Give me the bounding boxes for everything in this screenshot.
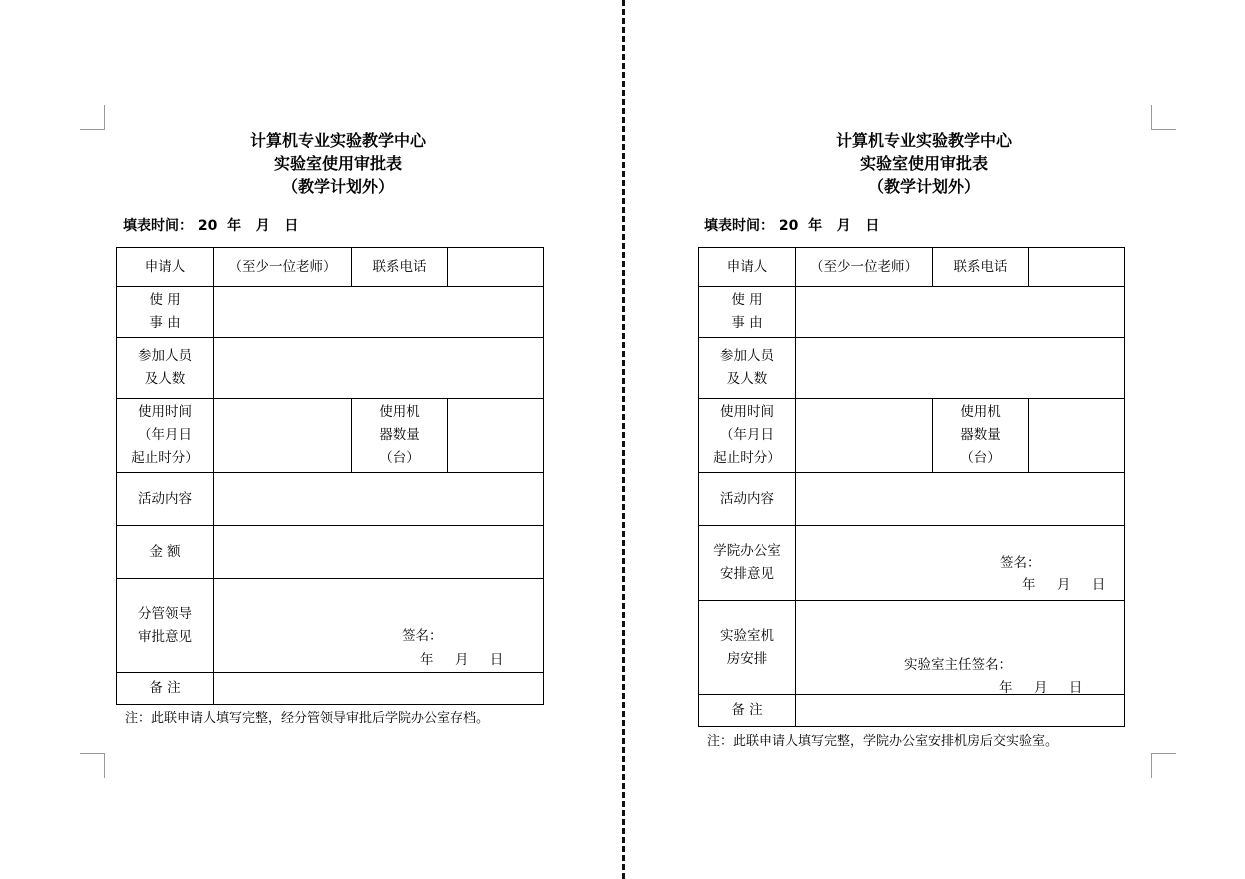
phone-label: 联系电话 <box>933 248 1029 287</box>
machines-field[interactable] <box>448 399 544 473</box>
machines-field[interactable] <box>1029 399 1125 473</box>
time-field[interactable] <box>796 399 933 473</box>
left-form-note: 注：此联申请人填写完整，经分管领导审批后学院办公室存档。 <box>125 711 490 726</box>
remark-field[interactable] <box>796 695 1125 727</box>
amount-field[interactable] <box>214 526 544 579</box>
remark-label: 备 注 <box>117 673 214 705</box>
time-label: 使用时间 （年月日 起止时分） <box>699 399 796 473</box>
form-title-line2: 实验室使用审批表 <box>859 154 988 173</box>
reason-label: 使 用 事 由 <box>699 287 796 338</box>
office-opinion-label: 学院办公室 安排意见 <box>699 526 796 601</box>
reason-label: 使 用 事 由 <box>117 287 214 338</box>
phone-field[interactable] <box>448 248 544 287</box>
director-signature-date: 年 月 日 <box>999 680 1083 696</box>
lab-room-label: 实验室机 房安排 <box>699 601 796 695</box>
crop-mark-bottom-right <box>1151 753 1176 778</box>
reason-field[interactable] <box>796 287 1125 338</box>
lab-room-field[interactable] <box>796 601 1125 695</box>
applicant-hint: （至少一位老师） <box>796 248 933 287</box>
machines-label: 使用机 器数量 （台） <box>352 399 448 473</box>
form-title-line1: 计算机专业实验教学中心 <box>249 131 426 150</box>
fill-time: 填表时间： 20 年 月 日 <box>123 218 299 234</box>
leader-approval-label: 分管领导 审批意见 <box>117 579 214 673</box>
form-title-line1: 计算机专业实验教学中心 <box>835 131 1012 150</box>
form-title-line2: 实验室使用审批表 <box>273 154 402 173</box>
director-signature-label: 实验室主任签名： <box>904 657 1012 673</box>
remark-field[interactable] <box>214 673 544 705</box>
left-approval-table <box>116 247 544 705</box>
participants-label: 参加人员 及人数 <box>117 338 214 399</box>
crop-mark-top-left <box>80 105 105 130</box>
amount-label: 金 额 <box>117 526 214 579</box>
applicant-label: 申请人 <box>117 248 214 287</box>
signature-label: 签名： <box>402 628 443 644</box>
applicant-hint: （至少一位老师） <box>214 248 352 287</box>
right-approval-table <box>698 247 1125 727</box>
form-title-line3: （教学计划外） <box>281 177 394 196</box>
form-title-line3: （教学计划外） <box>867 177 980 196</box>
phone-label: 联系电话 <box>352 248 448 287</box>
content-label: 活动内容 <box>117 473 214 526</box>
machines-label: 使用机 器数量 （台） <box>933 399 1029 473</box>
signature-date: 年 月 日 <box>420 652 504 668</box>
cut-line <box>622 0 625 879</box>
fill-time: 填表时间： 20 年 月 日 <box>704 218 880 234</box>
participants-field[interactable] <box>796 338 1125 399</box>
time-label: 使用时间 （年月日 起止时分） <box>117 399 214 473</box>
reason-field[interactable] <box>214 287 544 338</box>
participants-label: 参加人员 及人数 <box>699 338 796 399</box>
content-field[interactable] <box>796 473 1125 526</box>
leader-approval-field[interactable] <box>214 579 544 673</box>
office-signature-date: 年 月 日 <box>1022 577 1106 593</box>
participants-field[interactable] <box>214 338 544 399</box>
applicant-label: 申请人 <box>699 248 796 287</box>
office-opinion-field[interactable] <box>796 526 1125 601</box>
phone-field[interactable] <box>1029 248 1125 287</box>
time-field[interactable] <box>214 399 352 473</box>
crop-mark-top-right <box>1151 105 1176 130</box>
crop-mark-bottom-left <box>80 753 105 778</box>
right-form-note: 注：此联申请人填写完整，学院办公室安排机房后交实验室。 <box>707 734 1059 749</box>
content-field[interactable] <box>214 473 544 526</box>
remark-label: 备 注 <box>699 695 796 727</box>
content-label: 活动内容 <box>699 473 796 526</box>
office-signature-label: 签名： <box>1000 555 1041 571</box>
